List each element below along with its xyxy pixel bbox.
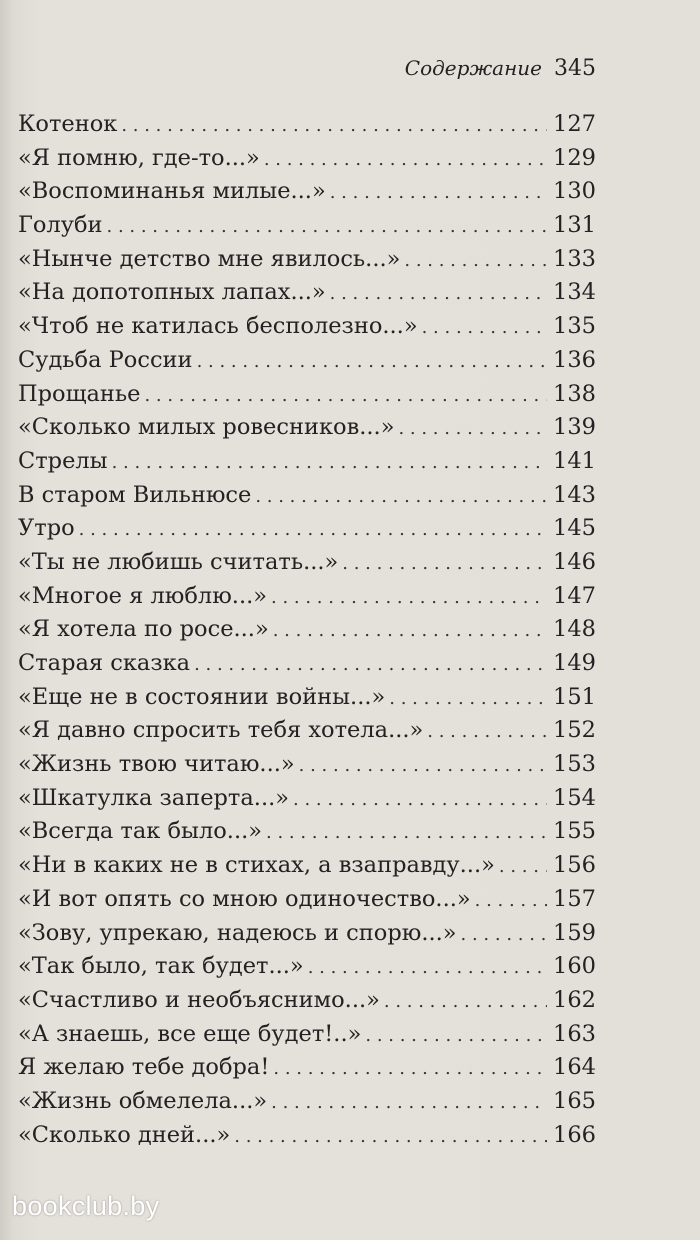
dot-leader (293, 783, 547, 817)
toc-entry-title: Я желаю тебе добра! (18, 1054, 270, 1081)
toc-entry (18, 1051, 596, 1085)
toc-entry (18, 445, 596, 479)
toc-entry-page: 127 (553, 111, 596, 137)
toc-entry-page: 163 (553, 1020, 596, 1047)
toc-entry (18, 209, 596, 243)
toc-entry-page: 165 (553, 1087, 596, 1114)
toc-entry (18, 378, 596, 412)
toc-entry-page: 143 (553, 481, 596, 508)
dot-leader (273, 1052, 547, 1086)
dot-leader (271, 1086, 547, 1120)
toc-entry (18, 108, 596, 142)
toc-entry (18, 950, 596, 984)
toc-entry-title: Котенок (18, 111, 118, 137)
toc-entry-title: «Я хотела по росе...» (18, 616, 269, 643)
toc-entry (18, 1119, 596, 1153)
toc-entry-title: «Ты не любишь считать...» (18, 548, 339, 575)
dot-leader (266, 816, 547, 850)
toc-entry-title: Стрелы (18, 447, 108, 474)
toc-entry-title: Голуби (18, 212, 103, 239)
toc-entry (18, 782, 596, 816)
toc-entry (18, 984, 596, 1018)
toc-entry-title: «Жизнь обмелела...» (18, 1087, 268, 1114)
dot-leader (255, 480, 547, 514)
toc-entry (18, 310, 596, 344)
page-number: 345 (554, 56, 596, 81)
toc-entry-title: «Многое я люблю...» (18, 582, 268, 609)
toc-entry-page: 166 (553, 1121, 596, 1148)
toc-entry-title: Судьба России (18, 346, 193, 373)
toc-entry-page: 159 (553, 919, 596, 946)
dot-leader (427, 715, 547, 749)
toc-entry (18, 917, 596, 951)
toc-entry-title: «И вот опять со мною одиночество...» (18, 885, 471, 912)
toc-entry-title: «Чтоб не катилась бесполезно...» (18, 313, 418, 340)
toc-entry-page: 153 (553, 751, 596, 778)
toc-entry (18, 714, 596, 748)
toc-entry-title: «Счастливо и необъяснимо...» (18, 986, 380, 1013)
toc-entry (18, 344, 596, 378)
dot-leader (271, 581, 547, 615)
toc-entry-page: 154 (553, 784, 596, 811)
dot-leader (299, 749, 547, 783)
toc-entry-title: «Сколько милых ровесников...» (18, 414, 395, 441)
toc-entry-page: 130 (553, 178, 596, 205)
dot-leader (273, 614, 547, 648)
dot-leader (330, 176, 547, 210)
toc-entry (18, 175, 596, 209)
dot-leader (121, 109, 547, 143)
toc-entry (18, 243, 596, 277)
dot-leader (475, 884, 547, 918)
toc-entry-title: В старом Вильнюсе (18, 481, 252, 508)
dot-leader (308, 951, 547, 985)
toc-entry-title: Старая сказка (18, 650, 191, 676)
toc-entry-title: «Я помню, где-то...» (18, 144, 260, 171)
toc-entry-title: «Я давно спросить тебя хотела...» (18, 717, 424, 744)
running-header (405, 56, 596, 81)
toc-entry-title: «Так было, так будет...» (18, 953, 304, 980)
toc-entry (18, 479, 596, 513)
section-title: Содержание (404, 56, 542, 80)
toc-entry-page: 155 (553, 818, 596, 845)
dot-leader (264, 143, 547, 177)
toc-entry-page: 147 (553, 582, 596, 609)
dot-leader (197, 345, 547, 379)
toc-entry (18, 1018, 596, 1052)
dot-leader (194, 648, 547, 682)
dot-leader (422, 311, 547, 345)
toc-entry-page: 149 (553, 650, 596, 676)
toc-entry-title: «А знаешь, все еще будет!..» (18, 1020, 362, 1047)
toc-entry-page: 152 (553, 717, 596, 744)
toc-entry-page: 141 (553, 447, 596, 474)
dot-leader (384, 985, 547, 1019)
toc-entry-title: Утро (18, 515, 75, 542)
toc-entry-page: 162 (553, 986, 596, 1013)
toc-entry (18, 512, 596, 546)
toc-entry-title: «На допотопных лапах...» (18, 279, 326, 306)
toc-entry-page: 148 (553, 616, 596, 643)
toc-entry-page: 135 (553, 313, 596, 340)
toc-entry-page: 145 (553, 515, 596, 542)
toc-entry-page: 157 (553, 885, 596, 912)
dot-leader (365, 1019, 547, 1053)
dot-leader (107, 210, 548, 244)
toc-entry-page: 136 (553, 346, 596, 373)
site-watermark: bookclub.by (12, 1191, 160, 1221)
toc-entry (18, 613, 596, 647)
dot-leader (234, 1120, 547, 1154)
dot-leader (342, 547, 547, 581)
toc-entry-title: Прощанье (18, 380, 141, 407)
toc-entry-page: 164 (553, 1054, 596, 1081)
toc-entry-page: 160 (553, 953, 596, 980)
toc-entry-title: «Ни в каких не в стихах, а взаправду...» (18, 852, 495, 879)
dot-leader (461, 918, 548, 952)
toc-entry (18, 748, 596, 782)
toc-entry-title: «Еще не в состоянии войны...» (18, 683, 386, 710)
toc-entry (18, 276, 596, 310)
toc-entry (18, 849, 596, 883)
dot-leader (330, 277, 547, 311)
toc-entry-page: 151 (553, 683, 596, 710)
toc-entry-page: 129 (553, 144, 596, 171)
toc-entry-page: 139 (553, 414, 596, 441)
toc-entry-page: 138 (553, 380, 596, 407)
toc-entry (18, 142, 596, 176)
toc-entry (18, 681, 596, 715)
toc-entry-title: «Жизнь твою читаю...» (18, 751, 295, 778)
toc-entry-page: 133 (553, 245, 596, 272)
dot-leader (144, 379, 547, 413)
dot-leader (112, 446, 547, 480)
toc-entry-page: 131 (553, 212, 596, 239)
toc-entry-title: «Зову, упрекаю, надеюсь и спорю...» (18, 919, 457, 946)
toc-entry (18, 647, 596, 681)
dot-leader (404, 244, 547, 278)
toc-entry (18, 1085, 596, 1119)
table-of-contents (18, 108, 596, 1152)
toc-entry-page: 156 (553, 852, 596, 879)
toc-entry (18, 815, 596, 849)
toc-entry (18, 411, 596, 445)
dot-leader (389, 682, 547, 716)
toc-entry (18, 580, 596, 614)
toc-entry-title: «Воспоминанья милые...» (18, 178, 326, 205)
dot-leader (79, 513, 547, 547)
toc-entry (18, 546, 596, 580)
toc-entry-title: «Нынче детство мне явилось...» (18, 245, 401, 272)
toc-entry (18, 883, 596, 917)
toc-entry-page: 146 (553, 548, 596, 575)
toc-entry-title: «Шкатулка заперта...» (18, 784, 290, 811)
dot-leader (398, 412, 547, 446)
toc-entry-title: «Всегда так было...» (18, 818, 263, 845)
toc-entry-title: «Сколько дней...» (18, 1121, 231, 1148)
dot-leader (499, 850, 547, 884)
toc-entry-page: 134 (553, 279, 596, 306)
